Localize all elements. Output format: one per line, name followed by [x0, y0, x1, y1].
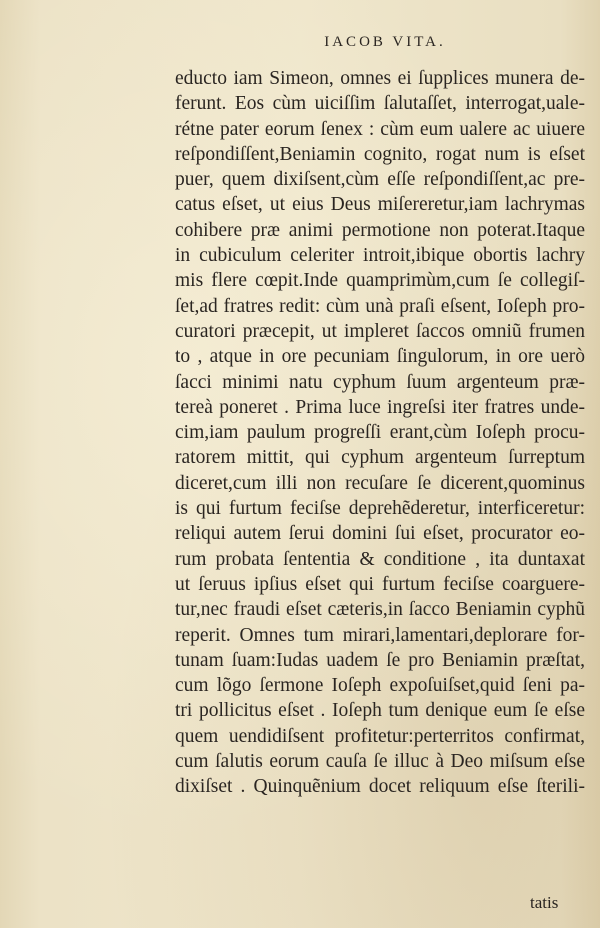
text-line: tereà poneret . Prima luce ingreſsi iter fratres unde-	[175, 396, 585, 418]
text-line: eduсto iam Simeon, omnes ei ſupplices munera de-	[175, 68, 585, 89]
text-line: quem uendidiſsent profitetur:perterritos confirmat,	[175, 725, 585, 747]
text-line: ſacci minimi natu cyphum ſuum argenteum præ-	[175, 371, 585, 393]
text-line: tur,nec fraudi eſset cæteris,in ſacco Beniamin cyphũ	[175, 599, 585, 621]
catchword: tatis	[530, 893, 559, 912]
text-line: puer, quem dixiſsent,cùm eſſe reſpondiſſent,ac pre-	[175, 169, 585, 191]
text-line: in cubiculum celeriter introit,ibique obortis lachry	[175, 245, 585, 267]
text-line: reliqui autem ſerui domini ſui eſset, procurator eo-	[175, 523, 585, 545]
text-line: reſpondiſſent,Beniamin cognito, rogat num is eſset	[175, 143, 585, 165]
text-line: cohibere præ animi permotione non poterat.Itaque	[175, 219, 585, 241]
text-line: rétne pater eorum ſenex : cùm eum ualere ac uiuere	[175, 118, 585, 140]
text-line: mis flere cœpit.Inde quamprimùm,cum ſe collegiſ-	[175, 270, 585, 292]
text-line: tri pollicitus eſset . Ioſeph tum denique eum ſe eſse	[175, 700, 585, 722]
text-line: catus eſset, ut eius Deus miſereretur,iam lachrymas	[175, 194, 585, 216]
text-line: ferunt. Eos cùm uiciſſim ſalutaſſet, interrogat,uale-	[175, 93, 585, 115]
text-line: ſet,ad fratres redit: cùm unà praſi eſsent, Ioſeph pro-	[175, 295, 585, 317]
text-line: ratorem mittit, qui cyphum argenteum ſurreptum	[175, 447, 585, 469]
body-text	[175, 66, 585, 800]
text-line: diceret,cum illi non recuſare ſe dicerent,quominus	[175, 472, 585, 494]
text-line: reperit. Omnes tum mirari,lamentari,deplorare for-	[175, 624, 585, 646]
text-line: is qui furtum feciſse deprehẽderetur, interficeretur:	[175, 498, 585, 520]
text-line: cum ſalutis eorum cauſa ſe illuc à Deo miſsum eſse	[175, 751, 585, 773]
text-line: cim,iam paulum progreſſi erant,cùm Ioſeph procu-	[175, 422, 585, 444]
text-line: tunam ſuam:Iudas uadem ſe pro Beniamin præſtat,	[175, 649, 585, 671]
text-line: curatori præcepit, ut impleret ſaccos omniũ frumen	[175, 320, 585, 342]
text-line: to , atque in ore pecuniam ſingulorum, in ore uerò	[175, 346, 585, 368]
text-line: cum lõgo ſermone Ioſeph expoſuiſset,quid ſeni pa-	[175, 675, 585, 697]
running-head: IACOB VITA.	[324, 34, 446, 50]
text-line: ut ſeruus ipſius eſset qui furtum feciſse coarguere-	[175, 573, 585, 595]
text-line: dixiſset . Quinquẽnium docet reliquum eſse ſterili-	[175, 776, 585, 798]
text-line: rum probata ſententia & conditione , ita duntaxat	[175, 548, 585, 570]
